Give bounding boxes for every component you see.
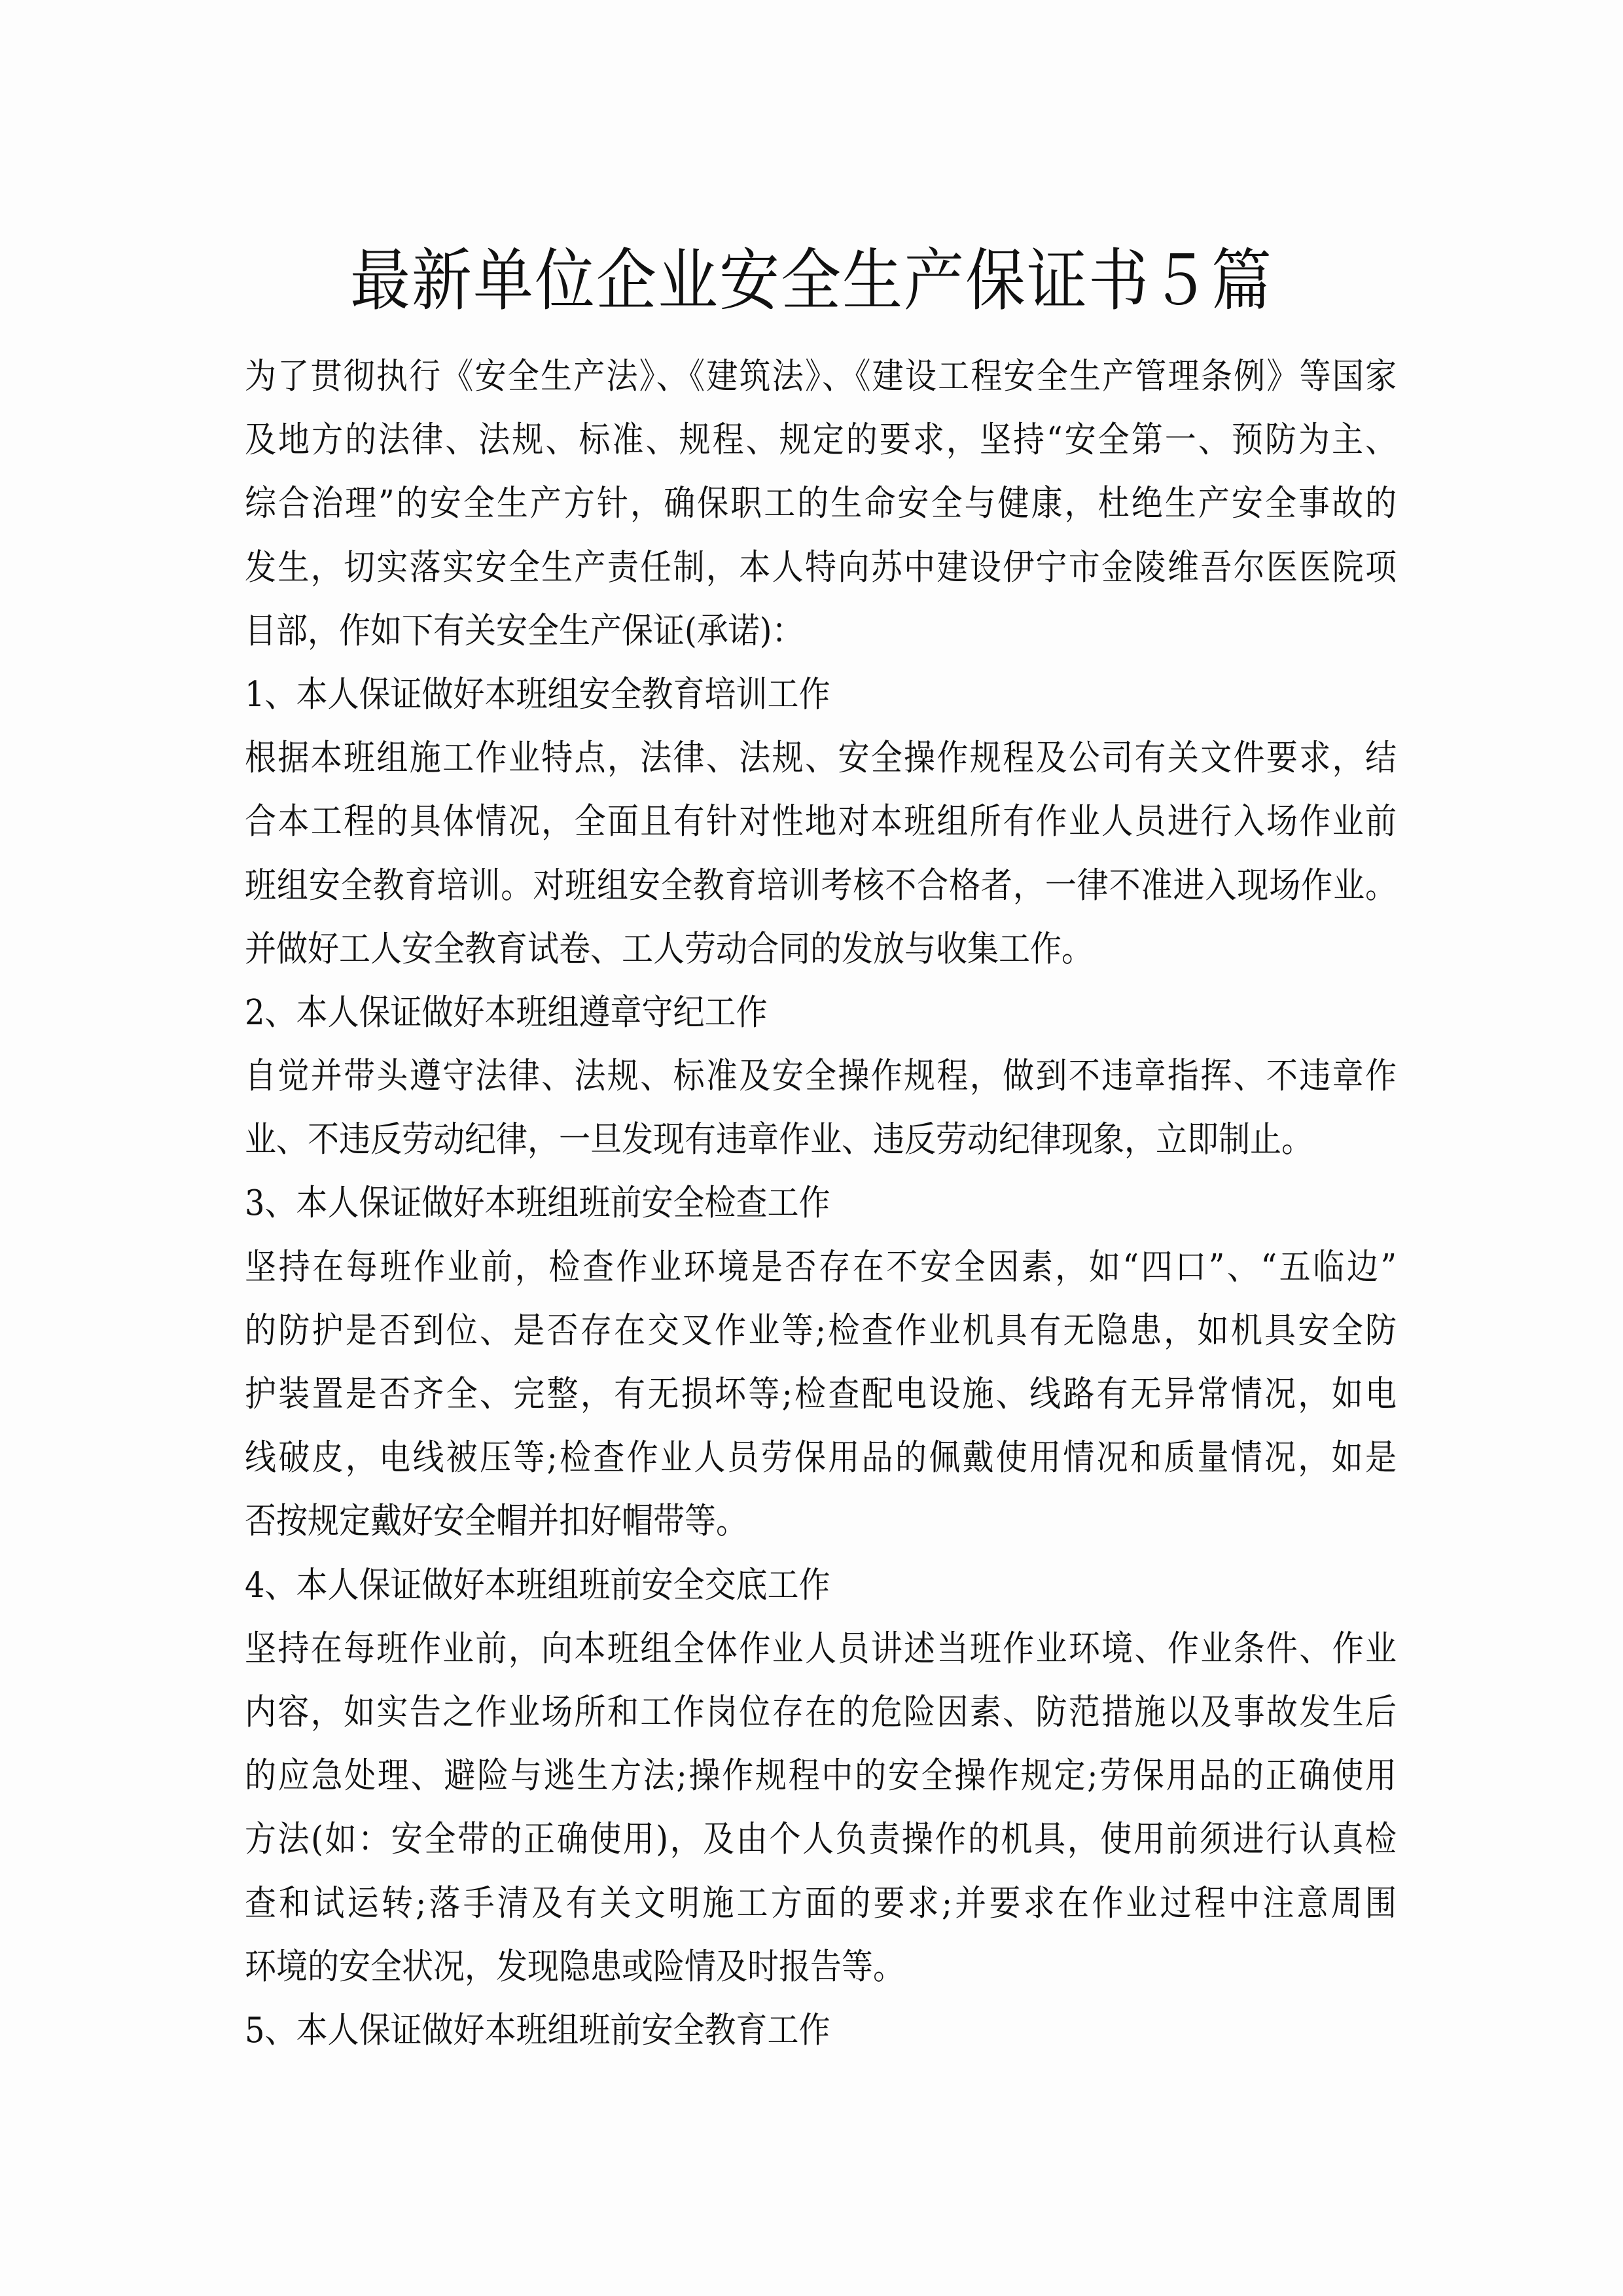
paragraph-line: 发生，切实落实安全生产责任制，本人特向苏中建设伊宁市金陵维吾尔医医院项 — [245, 547, 1397, 588]
paragraph-line: 合本工程的具体情况，全面且有针对性地对本班组所有作业人员进行入场作业前 — [245, 800, 1397, 842]
paragraph-line: 根据本班组施工作业特点，法律、法规、安全操作规程及公司有关文件要求，结 — [245, 737, 1397, 779]
paragraph-line: 坚持在每班作业前，检查作业环境是否存在不安全因素，如“四口”、“五临边” — [245, 1246, 1397, 1287]
paragraph-line: 环境的安全状况，发现隐患或险情及时报告等。 — [245, 1946, 905, 1987]
paragraph-line: 查和试运转;落手清及有关文明施工方面的要求;并要求在作业过程中注意周围 — [245, 1882, 1397, 1924]
paragraph-line: 否按规定戴好安全帽并扣好帽带等。 — [245, 1500, 748, 1542]
paragraph-line: 及地方的法律、法规、标准、规程、规定的要求，坚持“安全第一、预防为主、 — [245, 419, 1397, 461]
paragraph-line: 目部，作如下有关安全生产保证(承诺)： — [245, 610, 804, 652]
paragraph-line: 的应急处理、避险与逃生方法;操作规程中的安全操作规定;劳保用品的正确使用 — [245, 1755, 1397, 1797]
paragraph-line: 内容，如实告之作业场所和工作岗位存在的危险因素、防范措施以及事故发生后 — [245, 1691, 1397, 1733]
paragraph-line: 护装置是否齐全、完整，有无损坏等;检查配电设施、线路有无异常情况，如电 — [245, 1373, 1397, 1415]
section-heading: 3、本人保证做好本班组班前安全检查工作 — [245, 1183, 830, 1224]
paragraph-line: 线破皮，电线被压等;检查作业人员劳保用品的佩戴使用情况和质量情况，如是 — [245, 1437, 1397, 1479]
document-body — [245, 345, 1397, 2062]
paragraph-line: 坚持在每班作业前，向本班组全体作业人员讲述当班作业环境、作业条件、作业 — [245, 1628, 1397, 1670]
paragraph-line: 为了贯彻执行《安全生产法》、《建筑法》、《建设工程安全生产管理条例》等国家 — [245, 355, 1397, 397]
paragraph-line: 业、不违反劳动纪律，一旦发现有违章作业、违反劳动纪律现象，立即制止。 — [245, 1119, 1313, 1160]
paragraph-line: 并做好工人安全教育试卷、工人劳动合同的发放与收集工作。 — [245, 928, 1094, 969]
document-title: 最新单位企业安全生产保证书５篇 — [349, 241, 1273, 320]
paragraph-line: 自觉并带头遵守法律、法规、标准及安全操作规程，做到不违章指挥、不违章作 — [245, 1055, 1397, 1097]
section-heading: 2、本人保证做好本班组遵章守纪工作 — [245, 992, 768, 1033]
paragraph-line: 方法(如：安全带的正确使用)，及由个人负责操作的机具，使用前须进行认真检 — [245, 1818, 1397, 1860]
paragraph-line: 综合治理”的安全生产方针，确保职工的生命安全与健康，杜绝生产安全事故的 — [245, 482, 1397, 524]
paragraph-line: 班组安全教育培训。对班组安全教育培训考核不合格者，一律不准进入现场作业。 — [245, 865, 1397, 906]
section-heading: 4、本人保证做好本班组班前安全交底工作 — [245, 1564, 830, 1605]
paragraph-line: 的防护是否到位、是否存在交叉作业等;检查作业机具有无隐患，如机具安全防 — [245, 1310, 1397, 1352]
section-heading: 1、本人保证做好本班组安全教育培训工作 — [245, 673, 830, 715]
section-heading: 5、本人保证做好本班组班前安全教育工作 — [245, 2009, 830, 2051]
